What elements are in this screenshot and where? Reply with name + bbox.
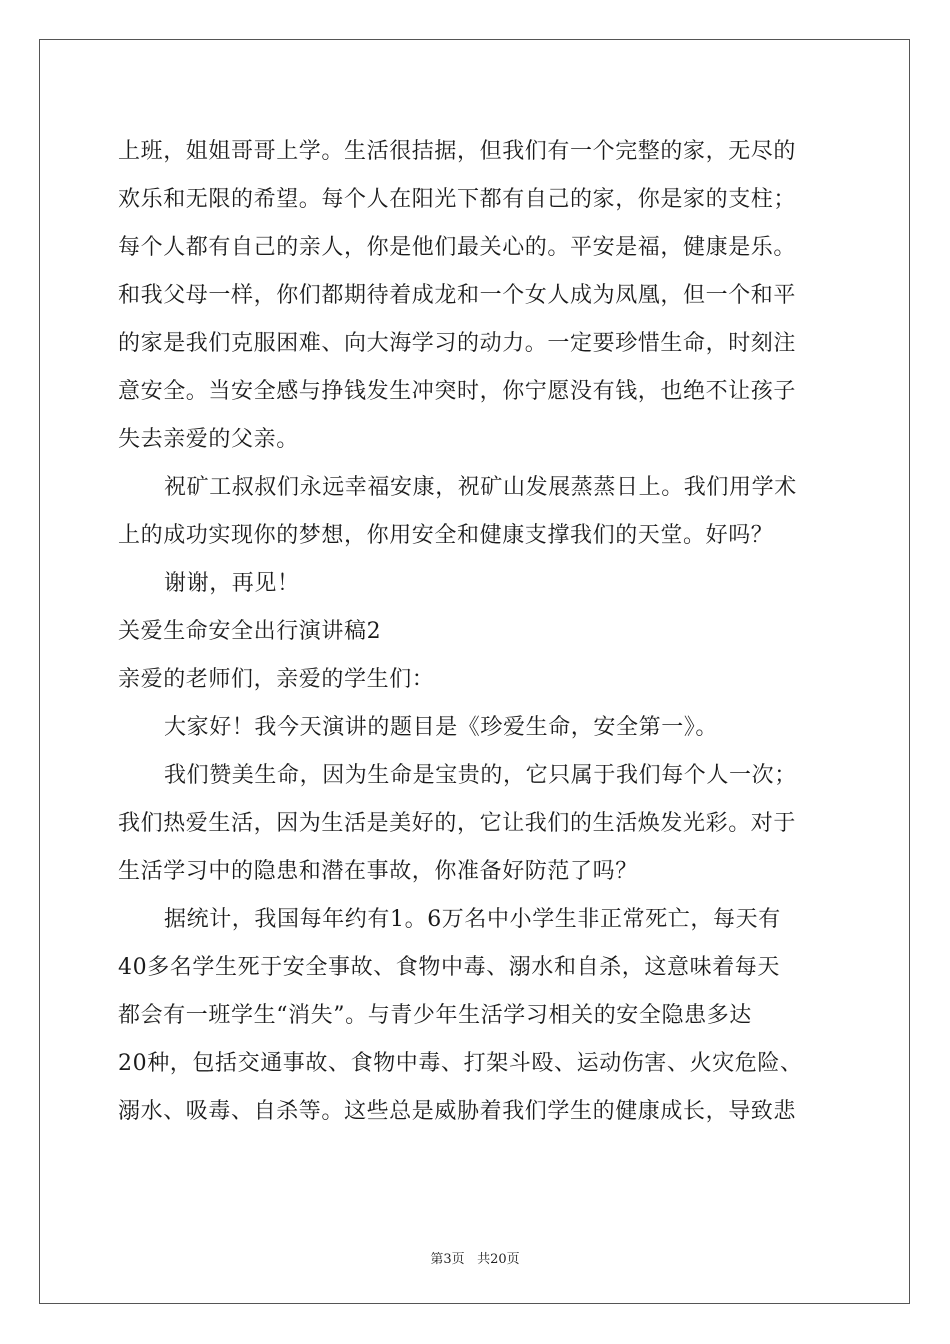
text-line: 据统计，我国每年约有1。6万名中小学生非正常死亡，每天有 (164, 907, 781, 932)
text-line: 欢乐和无限的希望。每个人在阳光下都有自己的家，你是家的支柱； (118, 187, 797, 212)
text-line: 失去亲爱的父亲。 (118, 427, 299, 452)
paragraph (118, 464, 838, 560)
text-line: 每个人都有自己的亲人，你是他们最关心的。平安是福，健康是乐。 (118, 235, 797, 260)
paragraph (118, 560, 838, 608)
text-line: 和我父母一样，你们都期待着成龙和一个女人成为凤凰，但一个和平 (118, 283, 797, 308)
text-line: 祝矿工叔叔们永远幸福安康，祝矿山发展蒸蒸日上。我们用学术 (164, 475, 797, 500)
paragraph (118, 752, 838, 896)
page-footer (0, 1248, 950, 1267)
text-line: 上班，姐姐哥哥上学。生活很拮据，但我们有一个完整的家，无尽的 (118, 139, 797, 164)
text-line: 的家是我们克服困难、向大海学习的动力。一定要珍惜生命，时刻注 (118, 331, 797, 356)
text-line: 40多名学生死于安全事故、食物中毒、溺水和自杀，这意味着每天 (118, 955, 780, 980)
page-number: 第3页 (430, 1252, 465, 1267)
paragraph (118, 896, 838, 1136)
text-line: 溺水、吸毒、自杀等。这些总是威胁着我们学生的健康成长，导致悲 (118, 1099, 797, 1124)
page-total: 共20页 (477, 1252, 520, 1267)
text-line: 意安全。当安全感与挣钱发生冲突时，你宁愿没有钱，也绝不让孩子 (118, 379, 797, 404)
text-line: 上的成功实现你的梦想，你用安全和健康支撑我们的天堂。好吗？ (118, 523, 774, 548)
paragraph (118, 608, 838, 656)
text-line: 都会有一班学生“消失”。与青少年生活学习相关的安全隐患多达 (118, 1003, 752, 1028)
text-line: 亲爱的老师们，亲爱的学生们： (118, 667, 435, 692)
text-line: 大家好！我今天演讲的题目是《珍爱生命，安全第一》。 (164, 715, 719, 740)
text-line: 我们赞美生命，因为生命是宝贵的，它只属于我们每个人一次； (164, 763, 797, 788)
text-line: 生活学习中的隐患和潜在事故，你准备好防范了吗？ (118, 859, 638, 884)
paragraph (118, 128, 838, 464)
text-line: 谢谢，再见！ (164, 571, 300, 596)
text-line: 20种，包括交通事故、食物中毒、打架斗殴、运动伤害、火灾危险、 (118, 1051, 803, 1076)
paragraph (118, 656, 838, 704)
paragraph (118, 704, 838, 752)
text-line: 我们热爱生活，因为生活是美好的，它让我们的生活焕发光彩。对于 (118, 811, 797, 836)
document-body (118, 128, 838, 1136)
text-line: 关爱生命安全出行演讲稿2 (118, 619, 382, 644)
